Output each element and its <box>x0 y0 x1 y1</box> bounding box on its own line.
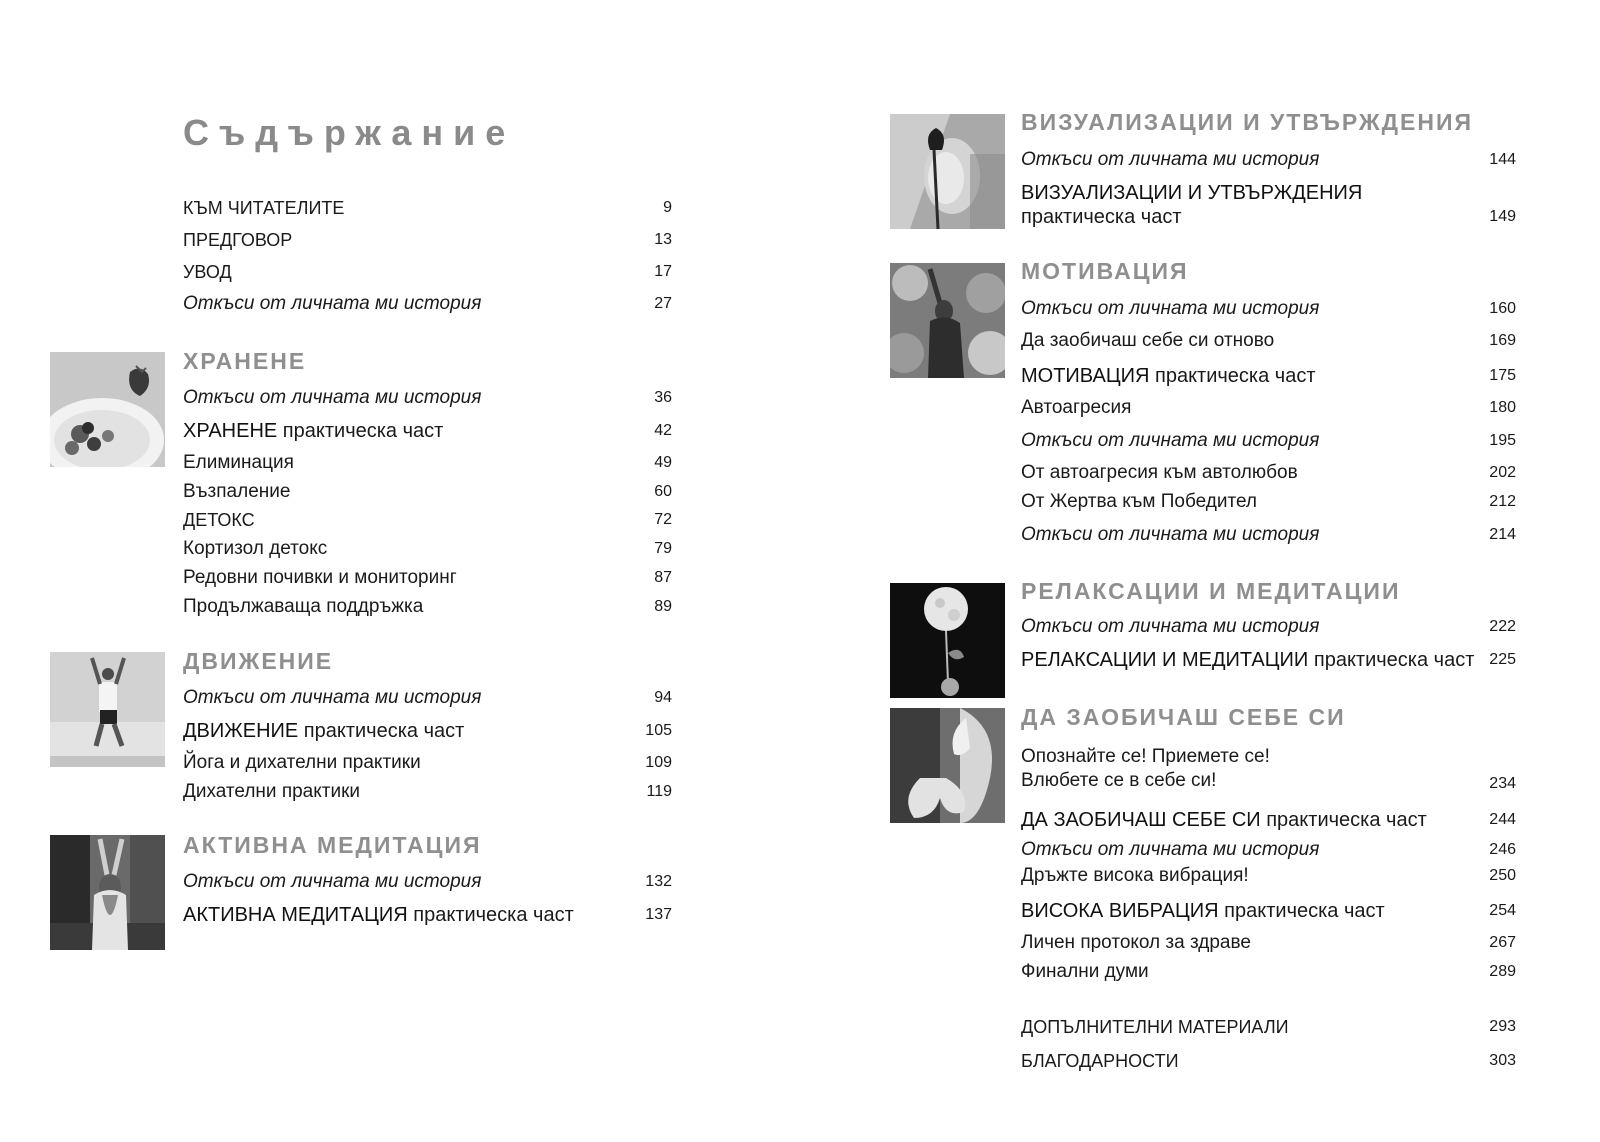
page-number: 244 <box>1489 811 1516 828</box>
toc-entry[interactable]: Откъси от личната ми история <box>183 387 482 408</box>
toc-entry[interactable]: Елиминация <box>183 452 294 473</box>
page-number: 234 <box>1489 775 1516 792</box>
page-number: 42 <box>654 422 672 439</box>
toc-entry[interactable]: Финални думи <box>1021 961 1149 982</box>
woman-flower-photo <box>890 114 1005 229</box>
entry-strong: ДВИЖЕНИЕ <box>183 720 299 742</box>
entry-line-2: Влюбете се в себе си! <box>1021 770 1217 791</box>
entry-rest: практическа част <box>1149 365 1316 387</box>
toc-entry[interactable]: Продължаваща поддръжка <box>183 596 424 617</box>
toc-entry[interactable]: От Жертва към Победител <box>1021 491 1257 512</box>
entry-rest: практическа част <box>1260 809 1427 831</box>
section-title-zaobichash[interactable]: ДА ЗАОБИЧАШ СЕБЕ СИ <box>1021 704 1346 730</box>
toc-entry-practical[interactable] <box>183 903 574 927</box>
toc-entry[interactable]: ДОПЪЛНИТЕЛНИ МАТЕРИАЛИ <box>1021 1017 1289 1037</box>
toc-entry-two-line[interactable] <box>1021 745 1270 793</box>
entry-rest: практическа част <box>1021 206 1182 228</box>
entry-strong: ДА ЗАОБИЧАШ СЕБЕ СИ <box>1021 809 1261 831</box>
entry-strong: МОТИВАЦИЯ <box>1021 365 1150 387</box>
toc-entry-practical[interactable] <box>1021 648 1474 672</box>
woman-meditation-photo <box>50 835 165 950</box>
woman-forest-photo <box>890 263 1005 378</box>
page-number: 202 <box>1489 464 1516 481</box>
page-number: 267 <box>1489 934 1516 951</box>
entry-rest: практическа част <box>407 904 574 926</box>
toc-entry-practical[interactable] <box>1021 181 1362 229</box>
page-number: 175 <box>1489 367 1516 384</box>
page-number: 79 <box>654 540 672 557</box>
entry-rest: практическа част <box>1308 649 1475 671</box>
page-number: 250 <box>1489 867 1516 884</box>
page-number: 105 <box>645 722 672 739</box>
toc-entry[interactable]: От автоагресия към автолюбов <box>1021 462 1298 483</box>
page-number: 246 <box>1489 841 1516 858</box>
page-number: 289 <box>1489 963 1516 980</box>
moon-rose-photo <box>890 583 1005 698</box>
toc-entry[interactable]: Дихателни практики <box>183 781 361 802</box>
toc-entry-practical[interactable] <box>183 719 464 743</box>
page-number: 27 <box>654 295 672 312</box>
toc-entry[interactable]: Откъси от личната ми история <box>183 871 482 892</box>
toc-entry-practical[interactable] <box>183 419 443 443</box>
food-plate-photo <box>50 352 165 467</box>
page-number: 137 <box>645 906 672 923</box>
entry-strong: ВИЗУАЛИЗАЦИИ И УТВЪРЖДЕНИЯ <box>1021 182 1363 204</box>
page-number: 13 <box>654 231 672 248</box>
page-number: 222 <box>1489 618 1516 635</box>
page-number: 94 <box>654 689 672 706</box>
page-number: 49 <box>654 454 672 471</box>
toc-entry[interactable]: Откъси от личната ми история <box>1021 149 1320 170</box>
entry-strong: ХРАНЕНЕ <box>183 420 278 442</box>
toc-entry[interactable]: Откъси от личната ми история <box>183 293 482 314</box>
section-title-dvizhenie[interactable]: ДВИЖЕНИЕ <box>183 648 334 674</box>
toc-entry[interactable]: Личен протокол за здраве <box>1021 932 1251 953</box>
toc-entry[interactable]: Откъси от личната ми история <box>183 687 482 708</box>
toc-entry[interactable]: Редовни почивки и мониторинг <box>183 567 457 588</box>
toc-entry[interactable]: Йога и дихателни практики <box>183 752 421 773</box>
page-number: 109 <box>645 754 672 771</box>
page-number: 17 <box>654 263 672 280</box>
page-number: 9 <box>663 199 672 216</box>
page-number: 87 <box>654 569 672 586</box>
entry-rest: практическа част <box>298 720 465 742</box>
section-title-hranene[interactable]: ХРАНЕНЕ <box>183 348 307 374</box>
toc-entry[interactable]: Кортизол детокс <box>183 538 328 559</box>
toc-entry[interactable]: Автоагресия <box>1021 397 1132 418</box>
toc-entry[interactable]: Откъси от личната ми история <box>1021 616 1320 637</box>
page-number: 195 <box>1489 432 1516 449</box>
entry-rest: практическа част <box>277 420 444 442</box>
entry-strong: РЕЛАКСАЦИИ И МЕДИТАЦИИ <box>1021 649 1309 671</box>
page-title: Съдържание <box>183 112 516 153</box>
toc-entry[interactable]: Дръжте висока вибрация! <box>1021 865 1249 886</box>
page-number: 89 <box>654 598 672 615</box>
section-title-motivacia[interactable]: МОТИВАЦИЯ <box>1021 258 1189 284</box>
page-number: 36 <box>654 389 672 406</box>
jumping-man-photo <box>50 652 165 767</box>
toc-entry[interactable]: Откъси от личната ми история <box>1021 524 1320 545</box>
page-number: 293 <box>1489 1018 1516 1035</box>
page-number: 169 <box>1489 332 1516 349</box>
entry-rest: практическа част <box>1218 900 1385 922</box>
toc-entry-practical[interactable] <box>1021 808 1427 832</box>
page-number: 303 <box>1489 1052 1516 1069</box>
toc-entry[interactable]: Откъси от личната ми история <box>1021 839 1320 860</box>
toc-entry[interactable]: ПРЕДГОВОР <box>183 230 293 250</box>
woman-butterfly-photo <box>890 708 1005 823</box>
page-number: 149 <box>1489 208 1516 225</box>
toc-entry[interactable]: БЛАГОДАРНОСТИ <box>1021 1051 1179 1071</box>
toc-entry-practical[interactable] <box>1021 364 1316 388</box>
page-number: 180 <box>1489 399 1516 416</box>
section-title-vizual[interactable]: ВИЗУАЛИЗАЦИИ И УТВЪРЖДЕНИЯ <box>1021 109 1474 135</box>
page-number: 119 <box>646 783 672 800</box>
page-number: 225 <box>1489 651 1516 668</box>
page-number: 254 <box>1489 902 1516 919</box>
page-number: 144 <box>1489 151 1516 168</box>
entry-line-1: Опознайте се! Приемете се! <box>1021 746 1270 767</box>
section-title-relaks[interactable]: РЕЛАКСАЦИИ И МЕДИТАЦИИ <box>1021 578 1401 604</box>
page-number: 132 <box>645 873 672 890</box>
page-number: 72 <box>654 511 672 528</box>
toc-entry[interactable]: КЪМ ЧИТАТЕЛИТЕ <box>183 198 345 218</box>
section-title-aktivna[interactable]: АКТИВНА МЕДИТАЦИЯ <box>183 832 482 858</box>
toc-entry[interactable]: Откъси от личната ми история <box>1021 430 1320 451</box>
toc-entry[interactable]: УВОД <box>183 262 232 282</box>
page-number: 214 <box>1489 526 1516 543</box>
page-number: 212 <box>1489 493 1516 510</box>
entry-strong: ВИСОКА ВИБРАЦИЯ <box>1021 900 1219 922</box>
toc-entry[interactable]: Да заобичаш себе си отново <box>1021 330 1275 351</box>
page-number: 60 <box>654 483 672 500</box>
toc-entry[interactable]: ДЕТОКС <box>183 510 255 530</box>
page-number: 160 <box>1489 300 1516 317</box>
entry-strong: АКТИВНА МЕДИТАЦИЯ <box>183 904 408 926</box>
toc-entry[interactable]: Възпаление <box>183 481 291 502</box>
toc-entry[interactable]: Откъси от личната ми история <box>1021 298 1320 319</box>
toc-entry-practical[interactable] <box>1021 899 1385 923</box>
